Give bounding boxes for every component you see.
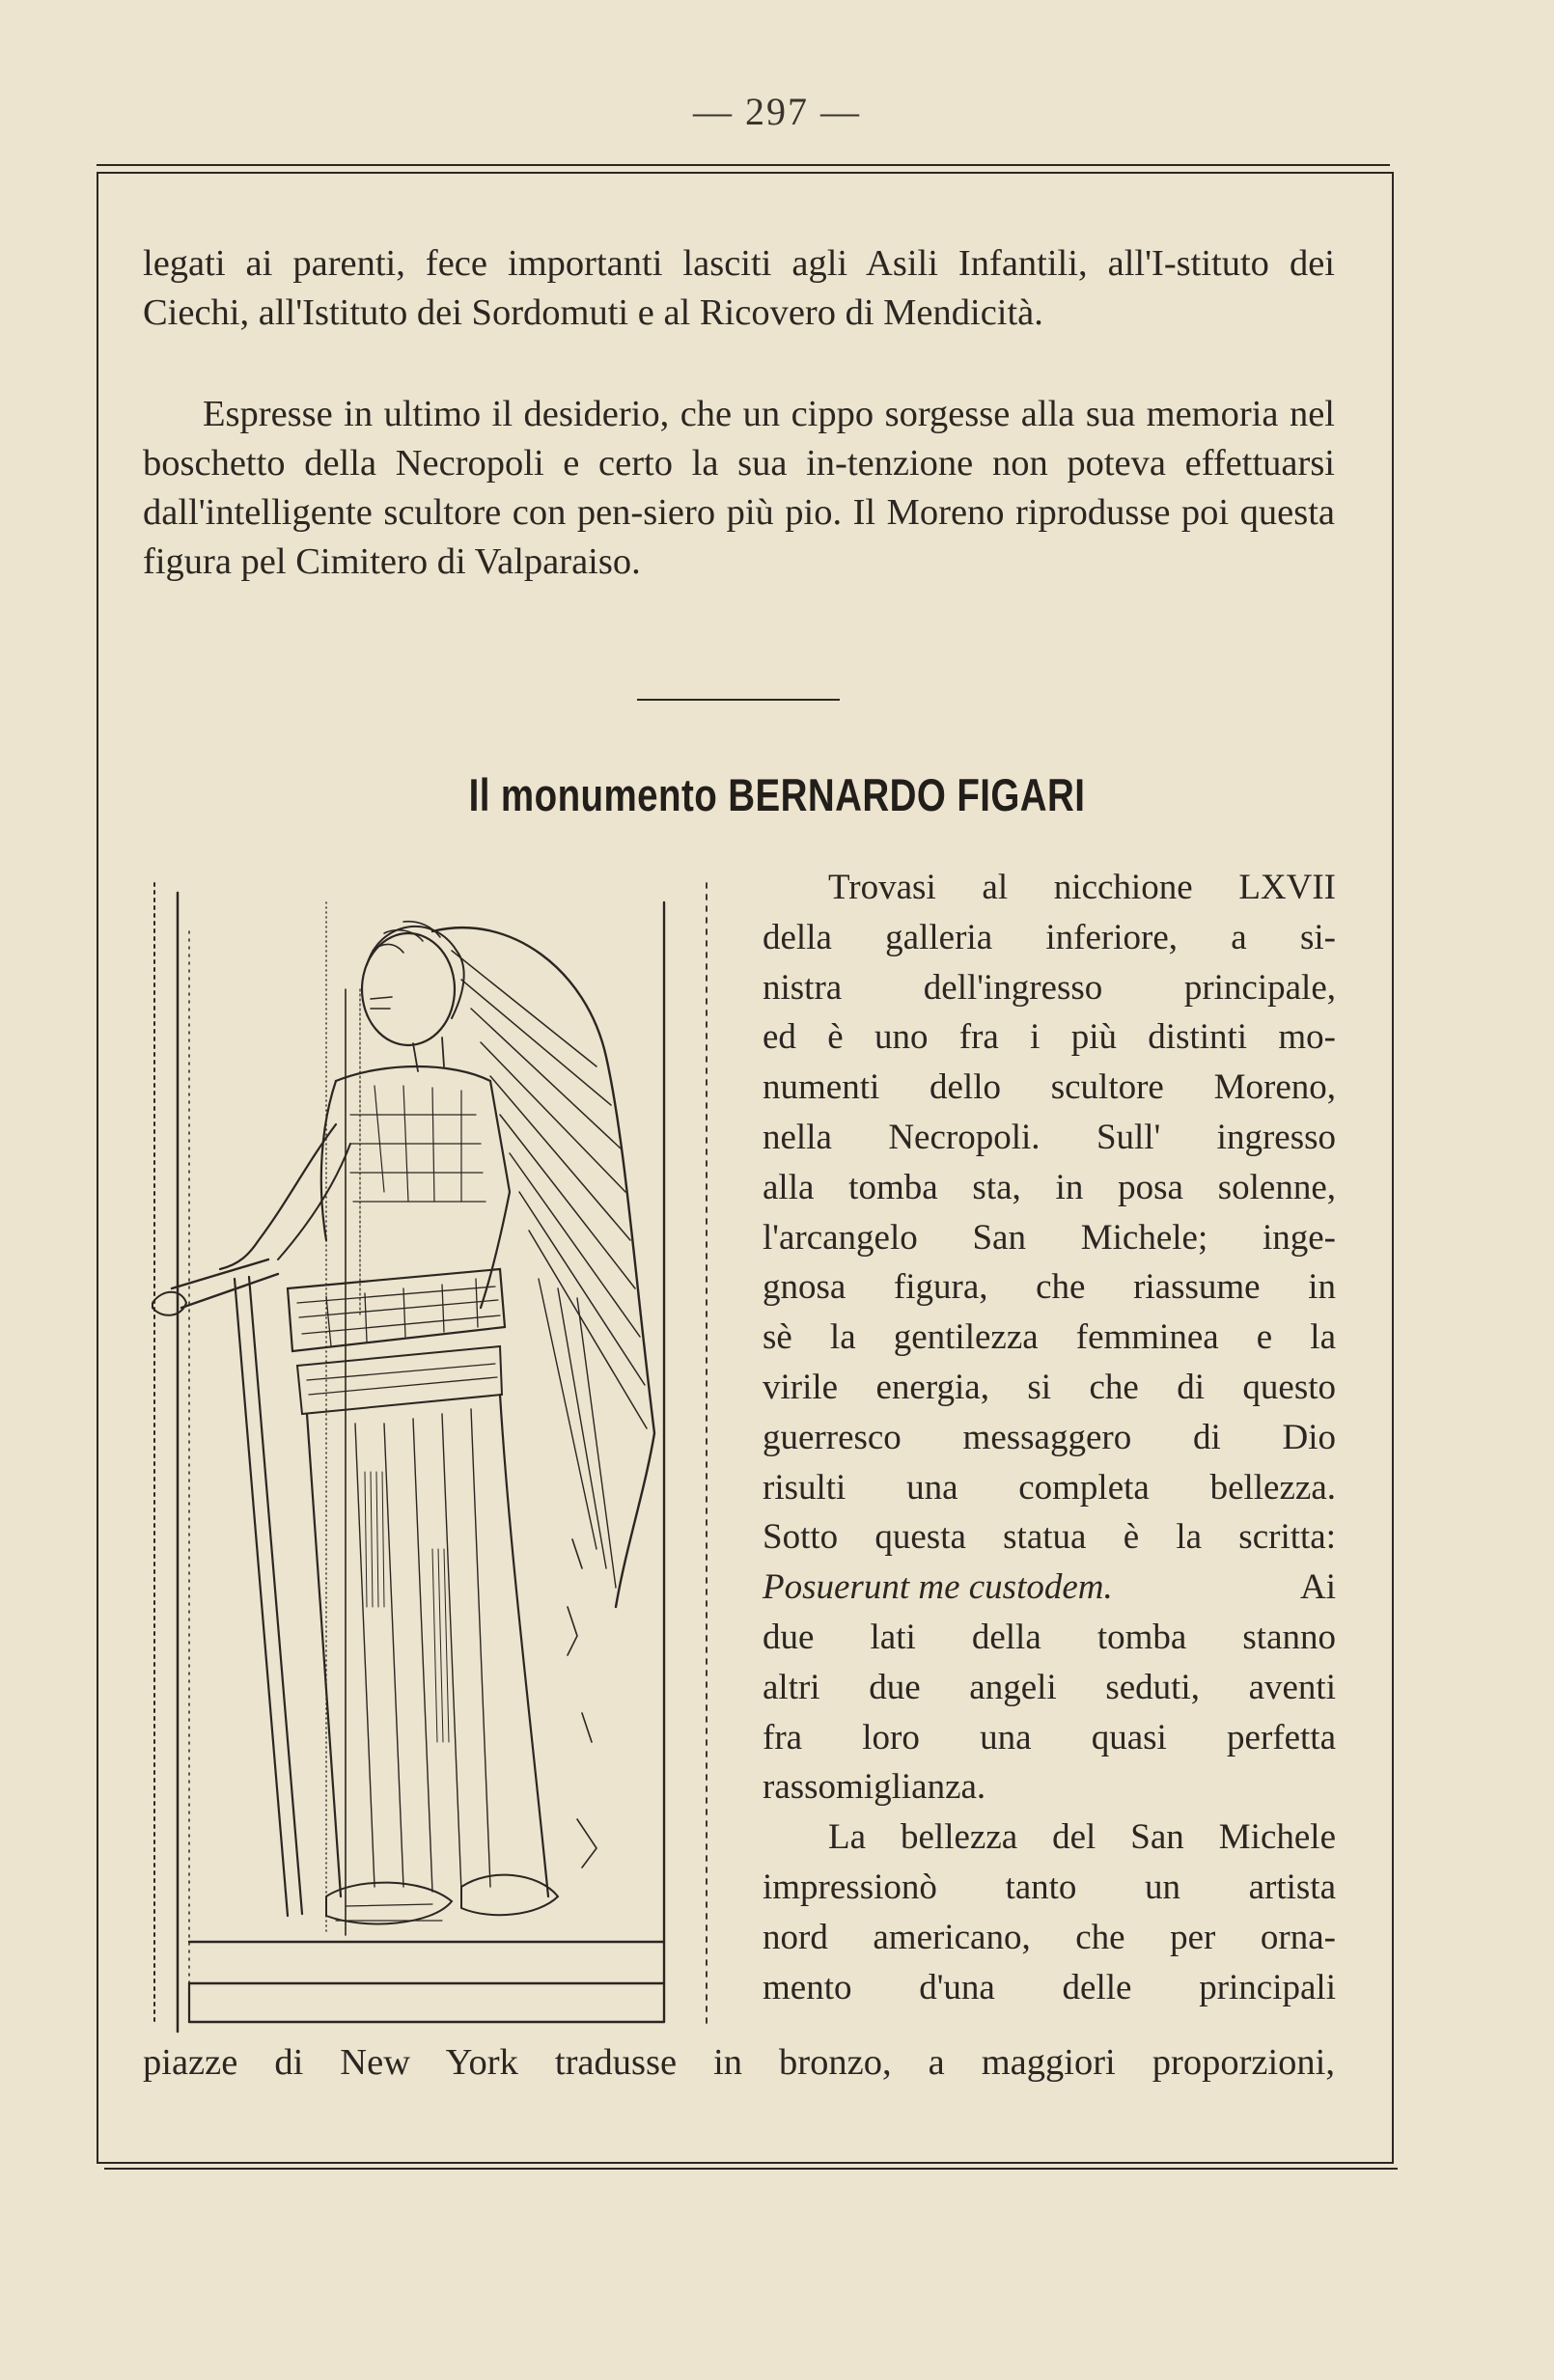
text-fragment: Ai (1300, 1567, 1336, 1608)
section-divider (637, 699, 840, 701)
text-line: gnosa figura, che riassume in (763, 1267, 1336, 1308)
text-line: della galleria inferiore, a si- (763, 917, 1336, 957)
section-title: Il monumento BERNARDO FIGARI (468, 769, 1086, 820)
text-line: guerresco messaggero di Dio (763, 1417, 1336, 1457)
text-line: alla tomba sta, in posa solenne, (763, 1167, 1336, 1207)
text-line: La bellezza del San Michele (828, 1817, 1336, 1858)
text-line: virile energia, si che di questo (763, 1367, 1336, 1407)
text-line: risulti una completa bellezza. (763, 1467, 1336, 1508)
closing-line: piazze di New York tradusse in bronzo, a maggiori proporzioni, (143, 2042, 1335, 2083)
text-line: nistra dell'ingresso principale, (763, 967, 1336, 1008)
text-line: rassomiglianza. (763, 1767, 986, 1808)
text-line: Trovasi al nicchione LXVII (828, 868, 1336, 907)
text-line: sè la gentilezza femminea e la (763, 1317, 1336, 1358)
text-line: mento d'una delle principali (763, 1967, 1336, 2007)
text-line: Sotto questa statua è la scritta: (763, 1517, 1336, 1558)
paragraph-2: Espresse in ultimo il desiderio, che un cippo sorgesse alla sua memoria nel boschetto della Necropoli e certo la sua in-tenzione non poteva effettuarsi dall'intelligente scultore con pen-siero più pio. Il Moreno riprodusse poi questa figura pel Cimitero di Valparaiso. (143, 394, 1335, 582)
text-line: due lati della tomba stanno (763, 1617, 1336, 1657)
text-line: nord americano, che per orna- (763, 1917, 1336, 1957)
text-line (763, 1563, 1336, 1613)
text-line: nella Necropoli. Sull' ingresso (763, 1117, 1336, 1157)
top-rule (97, 164, 1390, 166)
text-line: fra loro una quasi perfetta (763, 1717, 1336, 1757)
paragraph-1: legati ai parenti, fece importanti lasciti agli Asili Infantili, all'I-stituto dei Ciechi, all'Istituto dei Sordomuti e al Ricovero di Mendicità. (143, 243, 1335, 333)
text-line: numenti dello scultore Moreno, (763, 1067, 1336, 1108)
text-line: l'arcangelo San Michele; inge- (763, 1217, 1336, 1258)
text-line: impressionò tanto un artista (763, 1867, 1336, 1907)
statue-illustration (143, 873, 722, 2041)
text-line: altri due angeli seduti, aventi (763, 1667, 1336, 1707)
bottom-rule (104, 2168, 1398, 2170)
inscription-text: Posuerunt me custodem. (763, 1567, 1113, 1608)
page-number: — 297 — (693, 90, 861, 133)
text-line: ed è uno fra i più distinti mo- (763, 1017, 1336, 1058)
column-text (763, 863, 1336, 2012)
